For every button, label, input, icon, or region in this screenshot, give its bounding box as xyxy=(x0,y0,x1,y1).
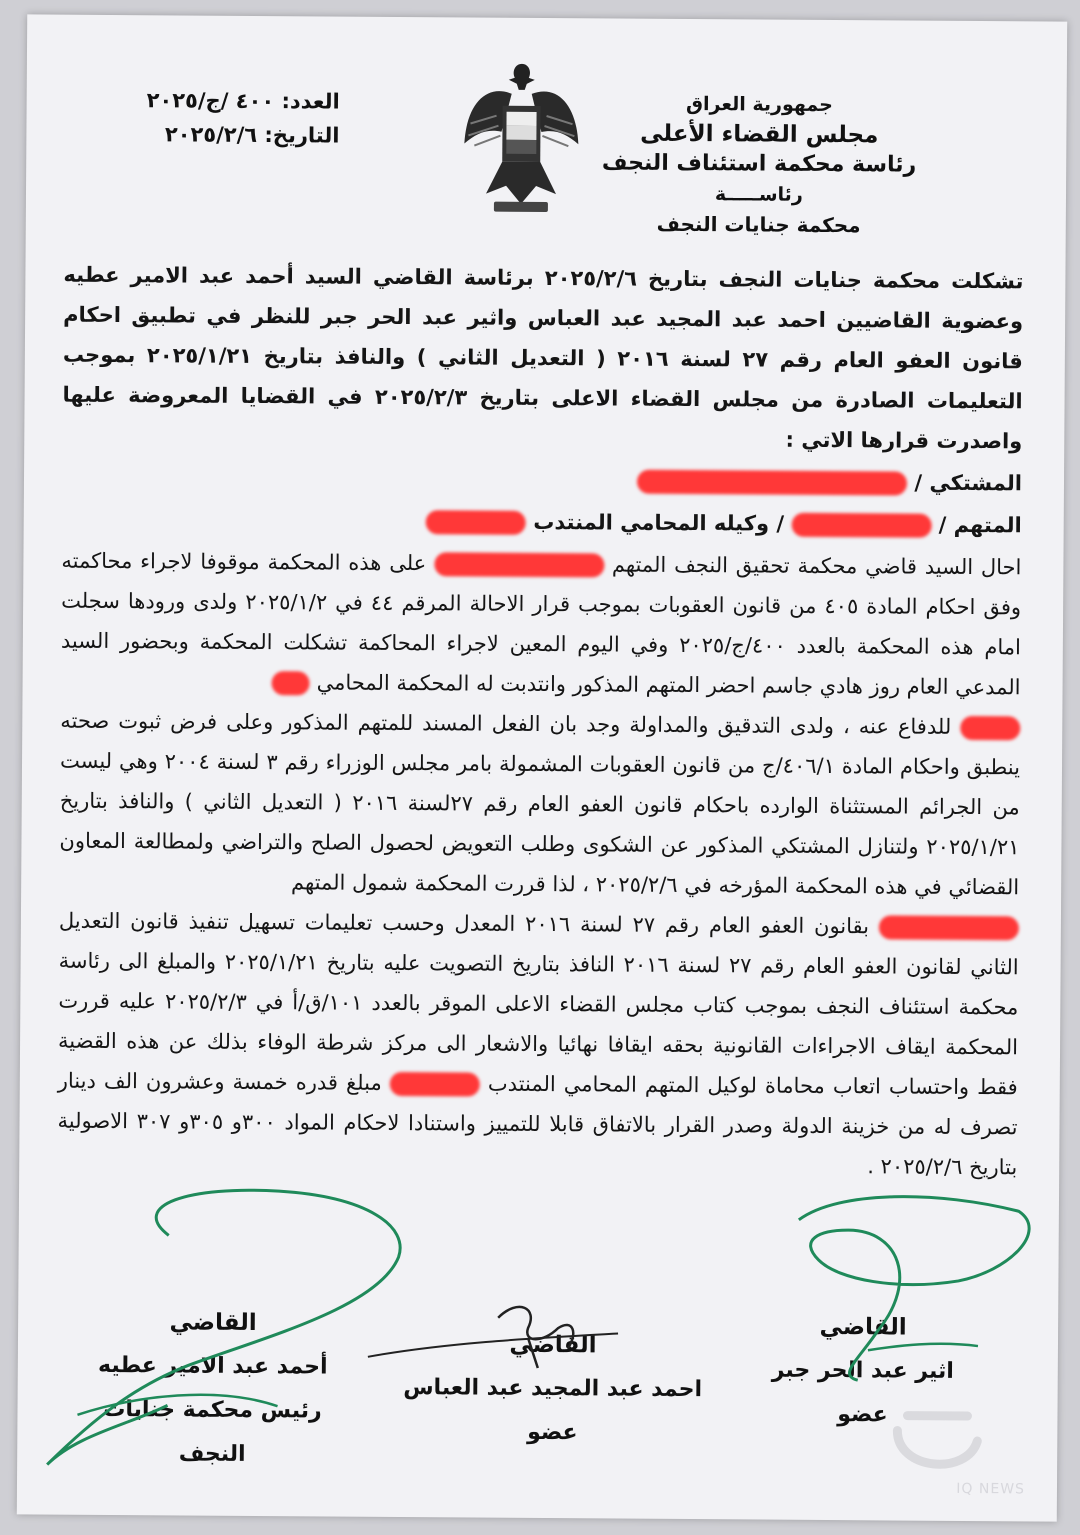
paragraph-2 xyxy=(59,701,1020,908)
lawyer-label: / وكيله المحامي المنتدب xyxy=(533,509,785,536)
redacted-lawyer xyxy=(426,510,526,535)
signature-name: احمد عبد المجيد عبد العباس xyxy=(403,1375,703,1403)
iraq-eagle-emblem-icon xyxy=(456,53,587,224)
signature-title: القاضي xyxy=(819,1313,907,1341)
paragraph-1 xyxy=(60,541,1021,708)
redacted-lawyer-name xyxy=(272,671,310,695)
redacted-accused xyxy=(791,513,931,538)
reference-date: التاريخ: ٢٠٢٥/٢/٦ xyxy=(164,122,340,148)
watermark-text: IQ NEWS xyxy=(956,1480,1026,1498)
accused-line xyxy=(62,499,1022,546)
intro-paragraph: تشكلت محكمة جنايات النجف بتاريخ ٢٠٢٥/٢/٦ برئاسة القاضي السيد أحمد عبد الامير عطيه وعضوية القاضيين احمد عبد المجيد عبد العباس واثير عبد الحر جبر للنظر في تطبيق احكام قانون العفو العام رقم ٢٧ لسنة ٢٠١٦ ( التعديل الثاني ) والنافذ بتاريخ ٢٠٢٥/١/٢١ بموجب التعليمات الصادرة من مجلس القضاء الاعلى بتاريخ ٢٠٢٥/٢/٣ في القضايا المعروضة عليها واصدرت قرارها الاتي : xyxy=(62,262,1024,454)
signature-block-president xyxy=(72,1300,353,1478)
complainant-line xyxy=(62,457,1022,504)
signature-role: عضو xyxy=(837,1402,888,1428)
reference-block xyxy=(146,83,340,152)
redacted-lawyer-name-3 xyxy=(390,1072,480,1097)
news-logo-icon xyxy=(877,1400,998,1491)
paragraph-4-text: مبلغ قدره خمسة وعشرون الف دينار تصرف له من خزينة الدولة وصدر القرار بالاتفاق قابلا للتمييز واستنادا لاحكام المواد ٣٠٠و ٣٠٥و ٣٠٧ الاصولية بتاريخ ٢٠٢٥/٢/٦ . xyxy=(57,1068,1018,1180)
signature-name: أحمد عبد الامير عطيه xyxy=(97,1352,328,1380)
presidency-sub: رئاســـــة xyxy=(714,183,803,206)
council-name: مجلس القضاء الأعلى xyxy=(640,120,879,149)
redacted-accused-name xyxy=(434,552,604,577)
presidency-name: رئاسة محكمة استئناف النجف xyxy=(601,150,917,178)
reference-number: العدد: ٤٠٠ /ج/٢٠٢٥ xyxy=(146,88,340,114)
signature-block-member-2 xyxy=(372,1322,733,1457)
redacted-complainant xyxy=(637,470,907,496)
document-page xyxy=(17,14,1067,1521)
redacted-lawyer-name-2 xyxy=(960,716,1020,740)
paragraph-2-text: للدفاع عنه ، ولدى التدقيق والمداولة وجد بان الفعل المسند للمتهم المذكور وعلى فرض ثبوت صحته ينطبق واحكام المادة ٤٠٦/١/ج من قانون العقوبات المشمولة بامر مجلس الوزراء رقم ٣ لسنة ٢٠٠٤ وهي ليست من الجرائم المستثناة الوارده باحكام قانون العفو العام رقم ٢٧لسنة ٢٠١٦ ( التعديل الثاني ) والنافذ بتاريخ ٢٠٢٥/١/٢١ ولتنازل المشتكي المذكور عن الشكوى وطلب التعويض لحصول الصلح والتراضي ولمطالعة المعاون القضائي في هذه المحكمة المؤرخه في ٢٠٢٥/٢/٦ ، لذا قررت المحكمة شمول المتهم xyxy=(59,708,1021,900)
paragraph-1a: احال السيد قاضي محكمة تحقيق النجف المتهم xyxy=(611,552,1022,580)
signature-role: رئيس محكمة جنايات النجف xyxy=(103,1396,322,1467)
paragraph-3-text: بقانون العفو العام رقم ٢٧ لسنة ٢٠١٦ المعدل وحسب تعليمات تسهيل تنفيذ قانون التعديل الثاني لقانون العفو العام رقم ٢٧ لسنة ٢٠١٦ النافذ بتاريخ التصويت عليه بتاريخ ٢٠٢٥/١/٢١ والمبلغ الى رئاسة محكمة استئناف النجف بموجب كتاب مجلس القضاء الاعلى الموقر بالعدد ١٠١/ق/أ في ٢٠٢٥/٢/٣ عليه قررت المحكمة ايقاف الاجراءات القانونية بحقه ايقافا نهائيا والاشعار الى مركز شرطة الوفاء بذلك عن هذه القضية فقط واحتساب اتعاب محاماة لوكيل المتهم المحامي المنتدب xyxy=(58,908,1019,1100)
redacted-accused-name-2 xyxy=(879,915,1019,940)
signature-name: اثير عبد الحر جبر xyxy=(771,1357,954,1384)
decision-body xyxy=(57,255,1023,1188)
letterhead xyxy=(601,88,916,240)
signature-title: القاضي xyxy=(509,1331,597,1359)
signature-title: القاضي xyxy=(169,1309,257,1337)
accused-label: المتهم / xyxy=(938,512,1022,538)
paragraph-1b: على هذه المحكمة موقوفا لاجراء محاكمته وفق احكام المادة ٤٠٥ من قانون العقوبات بموجب قرار الاحالة المرقم ٤٤ في ٢٠٢٥/١/٢ ولدى ورودها سجلت امام هذه المحكمة بالعدد ٤٠٠/ج/٢٠٢٥ وفي اليوم المعين لاجراء المحاكمة تشكلت المحكمة وبحضور السيد المدعي العام روز هادي جاسم احضر المتهم المذكور وانتدبت له المحكمة المحامي xyxy=(60,548,1022,700)
signature-role: عضو xyxy=(527,1419,578,1446)
court-name: محكمة جنايات النجف xyxy=(656,211,861,238)
country-name: جمهورية العراق xyxy=(686,92,833,117)
complainant-label: المشتكي / xyxy=(914,470,1023,496)
paragraph-3 xyxy=(57,901,1019,1188)
